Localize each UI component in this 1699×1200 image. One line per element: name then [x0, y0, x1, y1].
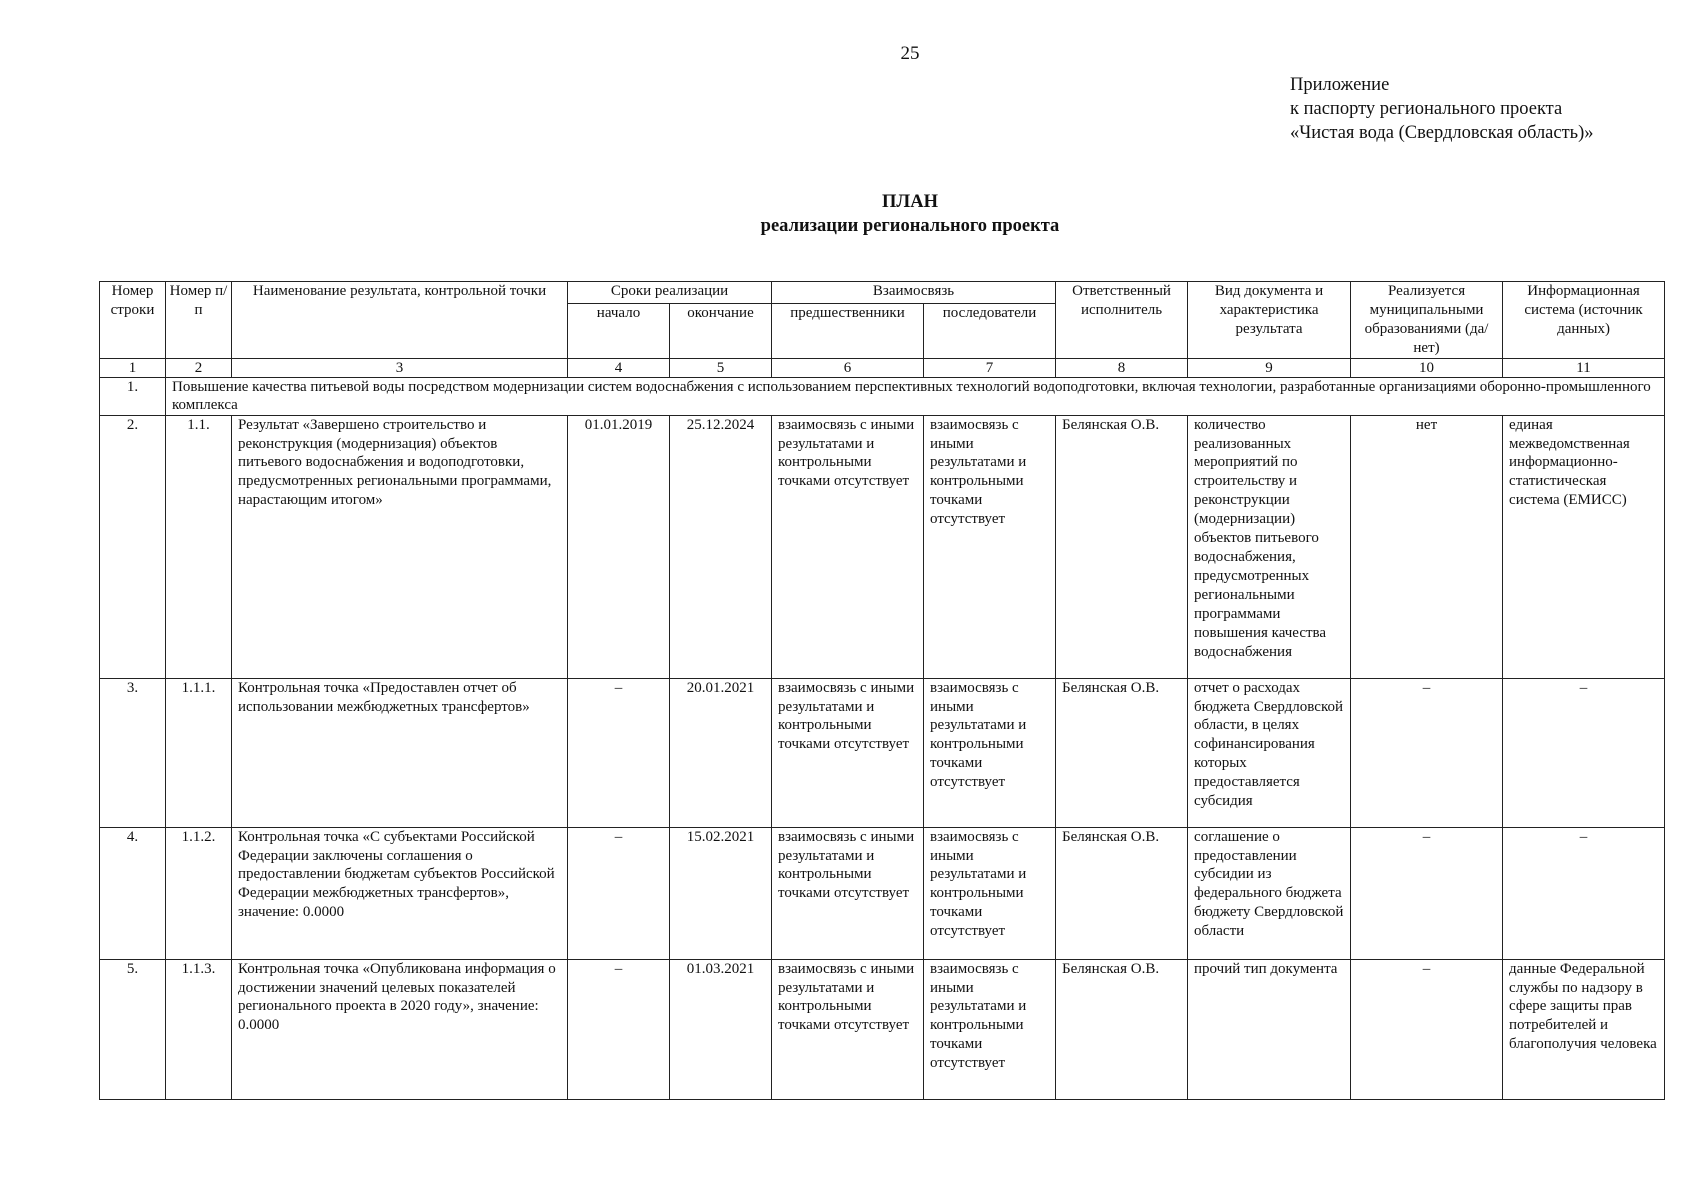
title-main: ПЛАН — [882, 192, 938, 212]
header-responsible: Ответственный исполнитель — [1056, 282, 1188, 359]
row-number: 4. — [100, 827, 166, 959]
header-row-number: Номер строки — [100, 282, 166, 359]
plan-table — [99, 281, 1665, 1100]
row-number: 3. — [100, 678, 166, 827]
result-name: Контрольная точка «Опубликована информация о достижении значений целевых показателей регионального проекта в 2020 году», значение: 0.0000 — [232, 959, 568, 1099]
column-number: 10 — [1351, 358, 1503, 377]
predecessors-cell: взаимосвязь с иными результатами и контрольными точками отсутствует — [772, 678, 924, 827]
column-number: 2 — [166, 358, 232, 377]
predecessors-cell: взаимосвязь с иными результатами и контрольными точками отсутствует — [772, 827, 924, 959]
header-item-number: Номер п/п — [166, 282, 232, 359]
predecessors-cell: взаимосвязь с иными результатами и контрольными точками отсутствует — [772, 415, 924, 678]
end-date: 25.12.2024 — [670, 415, 772, 678]
table-row — [100, 959, 1665, 1099]
start-date: 01.01.2019 — [568, 415, 670, 678]
info-system-cell: единая межведомственная информационно-статистическая система (ЕМИСС) — [1503, 415, 1665, 678]
column-number: 7 — [924, 358, 1056, 377]
column-number: 11 — [1503, 358, 1665, 377]
appendix-line-2: к паспорту регионального проекта — [1290, 99, 1563, 119]
doc-type-cell: отчет о расходах бюджета Свердловской области, в целях софинансирования которых предоставляется субсидия — [1188, 678, 1351, 827]
result-name: Контрольная точка «Предоставлен отчет об использовании межбюджетных трансфертов» — [232, 678, 568, 827]
item-number: 1.1.2. — [166, 827, 232, 959]
section-title: Повышение качества питьевой воды посредством модернизации систем водоснабжения с использованием перспективных технологий водоподготовки, включая технологии, разработанные организациями оборонно-промышленного комплекса — [166, 377, 1665, 415]
column-number: 1 — [100, 358, 166, 377]
column-number: 4 — [568, 358, 670, 377]
header-timing: Сроки реализации — [568, 282, 772, 304]
header-info-system: Информационная система (источник данных) — [1503, 282, 1665, 359]
responsible-cell: Белянская О.В. — [1056, 827, 1188, 959]
header-end: окончание — [670, 303, 772, 358]
header-relation: Взаимосвязь — [772, 282, 1056, 304]
predecessors-cell: взаимосвязь с иными результатами и контрольными точками отсутствует — [772, 959, 924, 1099]
table-row — [100, 827, 1665, 959]
info-system-cell: данные Федеральной службы по надзору в сфере защиты прав потребителей и благополучия человека — [1503, 959, 1665, 1099]
title-sub: реализации регионального проекта — [760, 216, 1060, 236]
info-system-cell: – — [1503, 678, 1665, 827]
info-system-cell: – — [1503, 827, 1665, 959]
result-name: Результат «Завершено строительство и реконструкция (модернизация) объектов питьевого водоснабжения и водоподготовки, предусмотренных региональными программами, нарастающим итогом» — [232, 415, 568, 678]
column-number: 8 — [1056, 358, 1188, 377]
municipal-cell: – — [1351, 678, 1503, 827]
document-title — [0, 190, 1699, 238]
header-predecessors: предшественники — [772, 303, 924, 358]
appendix-line-3: «Чистая вода (Свердловская область)» — [1290, 123, 1594, 143]
municipal-cell: – — [1351, 827, 1503, 959]
page-number: 25 — [900, 43, 920, 64]
row-number: 2. — [100, 415, 166, 678]
header-start: начало — [568, 303, 670, 358]
item-number: 1.1.1. — [166, 678, 232, 827]
doc-type-cell: количество реализованных мероприятий по строительству и реконструкции (модернизации) объектов питьевого водоснабжения, предусмотренных региональными программами повышения качества водоснабжения — [1188, 415, 1351, 678]
responsible-cell: Белянская О.В. — [1056, 678, 1188, 827]
table-row — [100, 415, 1665, 678]
column-number: 6 — [772, 358, 924, 377]
header-doc-type: Вид документа и характеристика результата — [1188, 282, 1351, 359]
municipal-cell: – — [1351, 959, 1503, 1099]
start-date: – — [568, 827, 670, 959]
row-number: 5. — [100, 959, 166, 1099]
header-name: Наименование результата, контрольной точки — [232, 282, 568, 359]
appendix-note — [1290, 73, 1594, 145]
header-successors: последователи — [924, 303, 1056, 358]
doc-type-cell: прочий тип документа — [1188, 959, 1351, 1099]
item-number: 1.1. — [166, 415, 232, 678]
responsible-cell: Белянская О.В. — [1056, 415, 1188, 678]
header-municipal: Реализуется муниципальными образованиями (да/нет) — [1351, 282, 1503, 359]
end-date: 15.02.2021 — [670, 827, 772, 959]
responsible-cell: Белянская О.В. — [1056, 959, 1188, 1099]
successors-cell: взаимосвязь с иными результатами и контрольными точками отсутствует — [924, 827, 1056, 959]
end-date: 01.03.2021 — [670, 959, 772, 1099]
section-row — [100, 377, 1665, 415]
municipal-cell: нет — [1351, 415, 1503, 678]
appendix-line-1: Приложение — [1290, 75, 1390, 95]
row-number: 1. — [100, 377, 166, 415]
item-number: 1.1.3. — [166, 959, 232, 1099]
start-date: – — [568, 678, 670, 827]
successors-cell: взаимосвязь с иными результатами и контрольными точками отсутствует — [924, 959, 1056, 1099]
successors-cell: взаимосвязь с иными результатами и контрольными точками отсутствует — [924, 678, 1056, 827]
start-date: – — [568, 959, 670, 1099]
table-row — [100, 678, 1665, 827]
result-name: Контрольная точка «С субъектами Российской Федерации заключены соглашения о предоставлении бюджетам субъектов Российской Федерации межбюджетных трансфертов», значение: 0.0000 — [232, 827, 568, 959]
doc-type-cell: соглашение о предоставлении субсидии из федерального бюджета бюджету Свердловской области — [1188, 827, 1351, 959]
successors-cell: взаимосвязь с иными результатами и контрольными точками отсутствует — [924, 415, 1056, 678]
column-number: 3 — [232, 358, 568, 377]
column-number: 9 — [1188, 358, 1351, 377]
column-number: 5 — [670, 358, 772, 377]
column-number-row — [100, 358, 1665, 377]
end-date: 20.01.2021 — [670, 678, 772, 827]
